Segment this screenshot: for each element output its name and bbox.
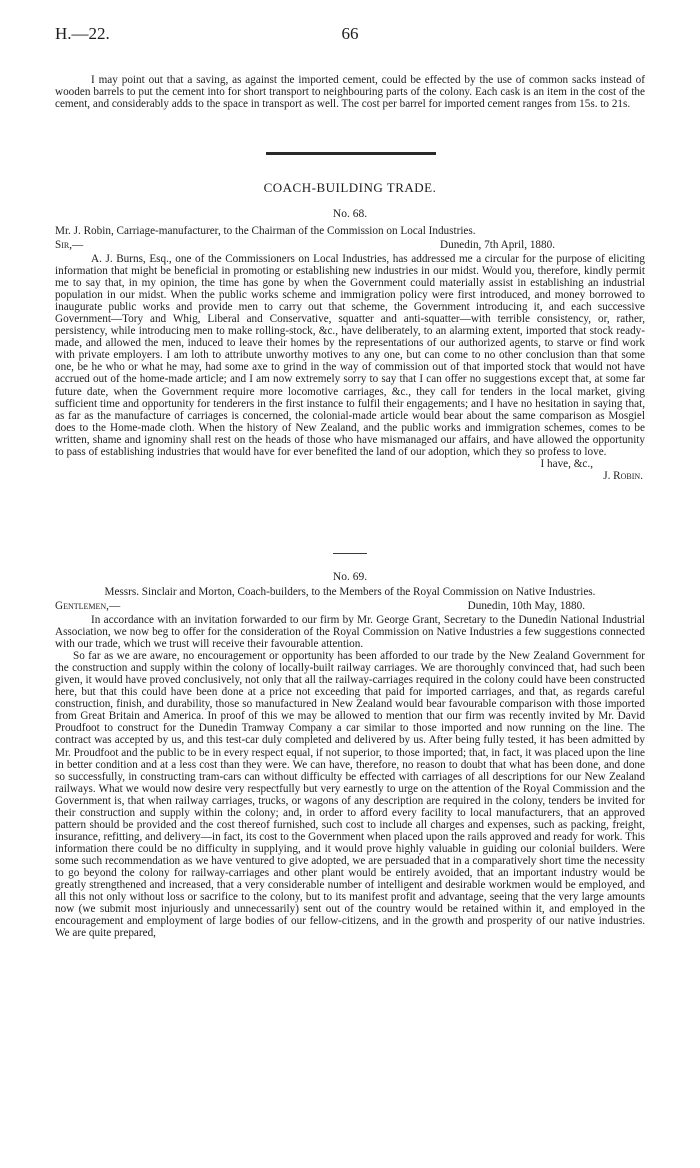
salutation-row bbox=[55, 600, 645, 613]
letter-68 bbox=[55, 208, 645, 482]
page-number: 66 bbox=[341, 24, 359, 43]
letter-69 bbox=[55, 571, 645, 939]
letter-paragraph-2: So far as we are aware, no encouragement or opportunity has been afforded to our trade by the New Zealand Government for the construction and supply within the colony of locally-built railway carriages. We are thoroughly convinced that, had such been given, it would have proved conclusively, not only that all the railway-carriages required in the colony could have been constructed here, but that this could have been done at a price not exceeding that paid for imported carriages, and that, as regards careful construction, finish, and durability, those so manufactured in New Zealand would bear favourable comparison with those imported from Great Britain and America. In proof of this we may be allowed to mention that our firm was recently invited by Mr. David Proudfoot to construct for the Dunedin Tramway Company a car similar to those imported and now running on the line. The contract was accepted by us, and this test-car duly completed and delivered by us. After being fully tested, it has been admitted by Mr. Proudfoot and the public to be in every respect equal, if not superior, to those imported; that, in fact, it was placed upon the line in better condition and at a less cost than they were. We can have, therefore, no reason to doubt that what has been done, and done so successfully, in constructing tram-cars can without difficulty be effected with carriages of all descriptions for our New Zealand railways. What we would now desire very respectfully but very earnestly to urge on the attention of the Royal Commission and the Government is, that when railway carriages, trucks, or wagons of any description are required in the colony, tenders be invited for their construction and supply within the colony; and, in order to afford every facility to local manufacturers, that an approved pattern should be provided and the cost thereof furnished, such cost to include all charges and expenses, such as packing, freight, insurance, refitting, and delivery—in fact, its cost to the Government when placed upon the rails approved and ready for work. This information there could be no difficulty in supplying, and it would prove highly valuable in guiding our colonial builders. Were some such recommendation as we have ventured to give adopted, we are persuaded that in a comparatively short time the necessity to go beyond the colony for railway-carriages and other plant would be entirely avoided, that an important industry would be greatly strengthened and increased, that a very considerable number of intelligent and desirable workmen would be employed, and all this not only without loss or sacrifice to the colony, but to its manifest profit and advantage, seeing that the very large amounts now (we submit most injuriously and unnecessarily) sent out of the country would be retained within it, and employed in the encouragement and employment of large bodies of our fellow-citizens, and in the growth and prosperity of our native industries. We are quite prepared, bbox=[55, 650, 645, 940]
salutation: Sir,— bbox=[55, 239, 84, 251]
letter-divider bbox=[333, 553, 367, 554]
intro-paragraph: I may point out that a saving, as against the imported cement, could be effected by the use of common sacks instead of wooden barrels to put the cement into for short transport to neighbouring parts of the colony. Each cask is an item in the cost of the cement, and considerably adds to the space in transport as well. The cost per barrel for imported cement ranges from 15s. to 21s. bbox=[55, 74, 645, 111]
letter-number: No. 69. bbox=[332, 571, 368, 583]
report-reference: H.—22. bbox=[55, 24, 110, 43]
intro-section bbox=[55, 74, 645, 110]
section-heading bbox=[55, 180, 645, 196]
letter-closing: I have, &c., bbox=[540, 457, 593, 470]
letter-address: Messrs. Sinclair and Morton, Coach-builders, to the Members of the Royal Commission on Native Industries. bbox=[104, 586, 596, 598]
page-header bbox=[55, 24, 645, 46]
section-title: COACH-BUILDING TRADE. bbox=[263, 180, 437, 195]
place-date: Dunedin, 7th April, 1880. bbox=[440, 239, 555, 251]
letter-body: A. J. Burns, Esq., one of the Commissioners on Local Industries, has addressed me a circular for the purpose of eliciting information that might be beneficial in promoting or establishing new industries in our midst. Would you, therefore, kindly permit me to say that, in my opinion, the time has gone by when the Government could materially assist in establishing an industrial population in our midst. When the public works scheme and immigration policy were first introduced, and money borrowed to inaugurate public works and provide men to carry out that scheme, the Government introducing it, and each successive Government—Tory and Whig, Liberal and Conservative, squatter and anti-squatter—with terrible consistency, or, rather, persistency, while introducing men to make rolling-stock, &c., have deliberately, to an alarming extent, imported that stock ready-made, and allowed the men, induced to leave their homes by the representations of our authorized agents, to starve or find work with private employers. I am loth to attribute unworthy motives to any one, but can come to no other conclusion than that some one, be he who or what he may, had some axe to grind in the way of commission out of that imported stock that would not have accrued out of the home-made article; and I am now extremely sorry to say that I can offer no suggestions except that, at some far future date, when the Government require more locomotive carriages, &c., they call for tenders in the local market, giving sufficient time and opportunity for tenderers in the first instance to fulfil their engagements; and I have no hesitation in saying that, as far as the manufacture of carriages is concerned, the colonial-made article would bear about the same comparison as Mosgiel does to the Home-made cloth. When the history of New Zealand, and the public works and immigration schemes, comes to be written, shame and ignominy shall rest on the heads of those who have mismanaged our affairs, and have allowed the opportunity to pass of establishing industries that would have for ever benefited the land of our adoption, which they so profess to love. bbox=[55, 253, 645, 458]
salutation-row bbox=[55, 239, 645, 252]
place-date: Dunedin, 10th May, 1880. bbox=[467, 600, 585, 612]
letter-signature: J. Robin. bbox=[603, 469, 643, 482]
letter-number: No. 68. bbox=[332, 208, 368, 220]
salutation: Gentlemen,— bbox=[55, 600, 121, 612]
section-divider bbox=[266, 152, 436, 155]
letter-paragraph-1: In accordance with an invitation forwarded to our firm by Mr. George Grant, Secretary to the Dunedin National Industrial Association, we now beg to offer for the consideration of the Royal Commission on Native Industries a few suggestions connected with our trade, which we trust will receive their favourable attention. bbox=[55, 614, 645, 651]
letter-address: Mr. J. Robin, Carriage-manufacturer, to the Chairman of the Commission on Local Industries. bbox=[55, 225, 476, 237]
